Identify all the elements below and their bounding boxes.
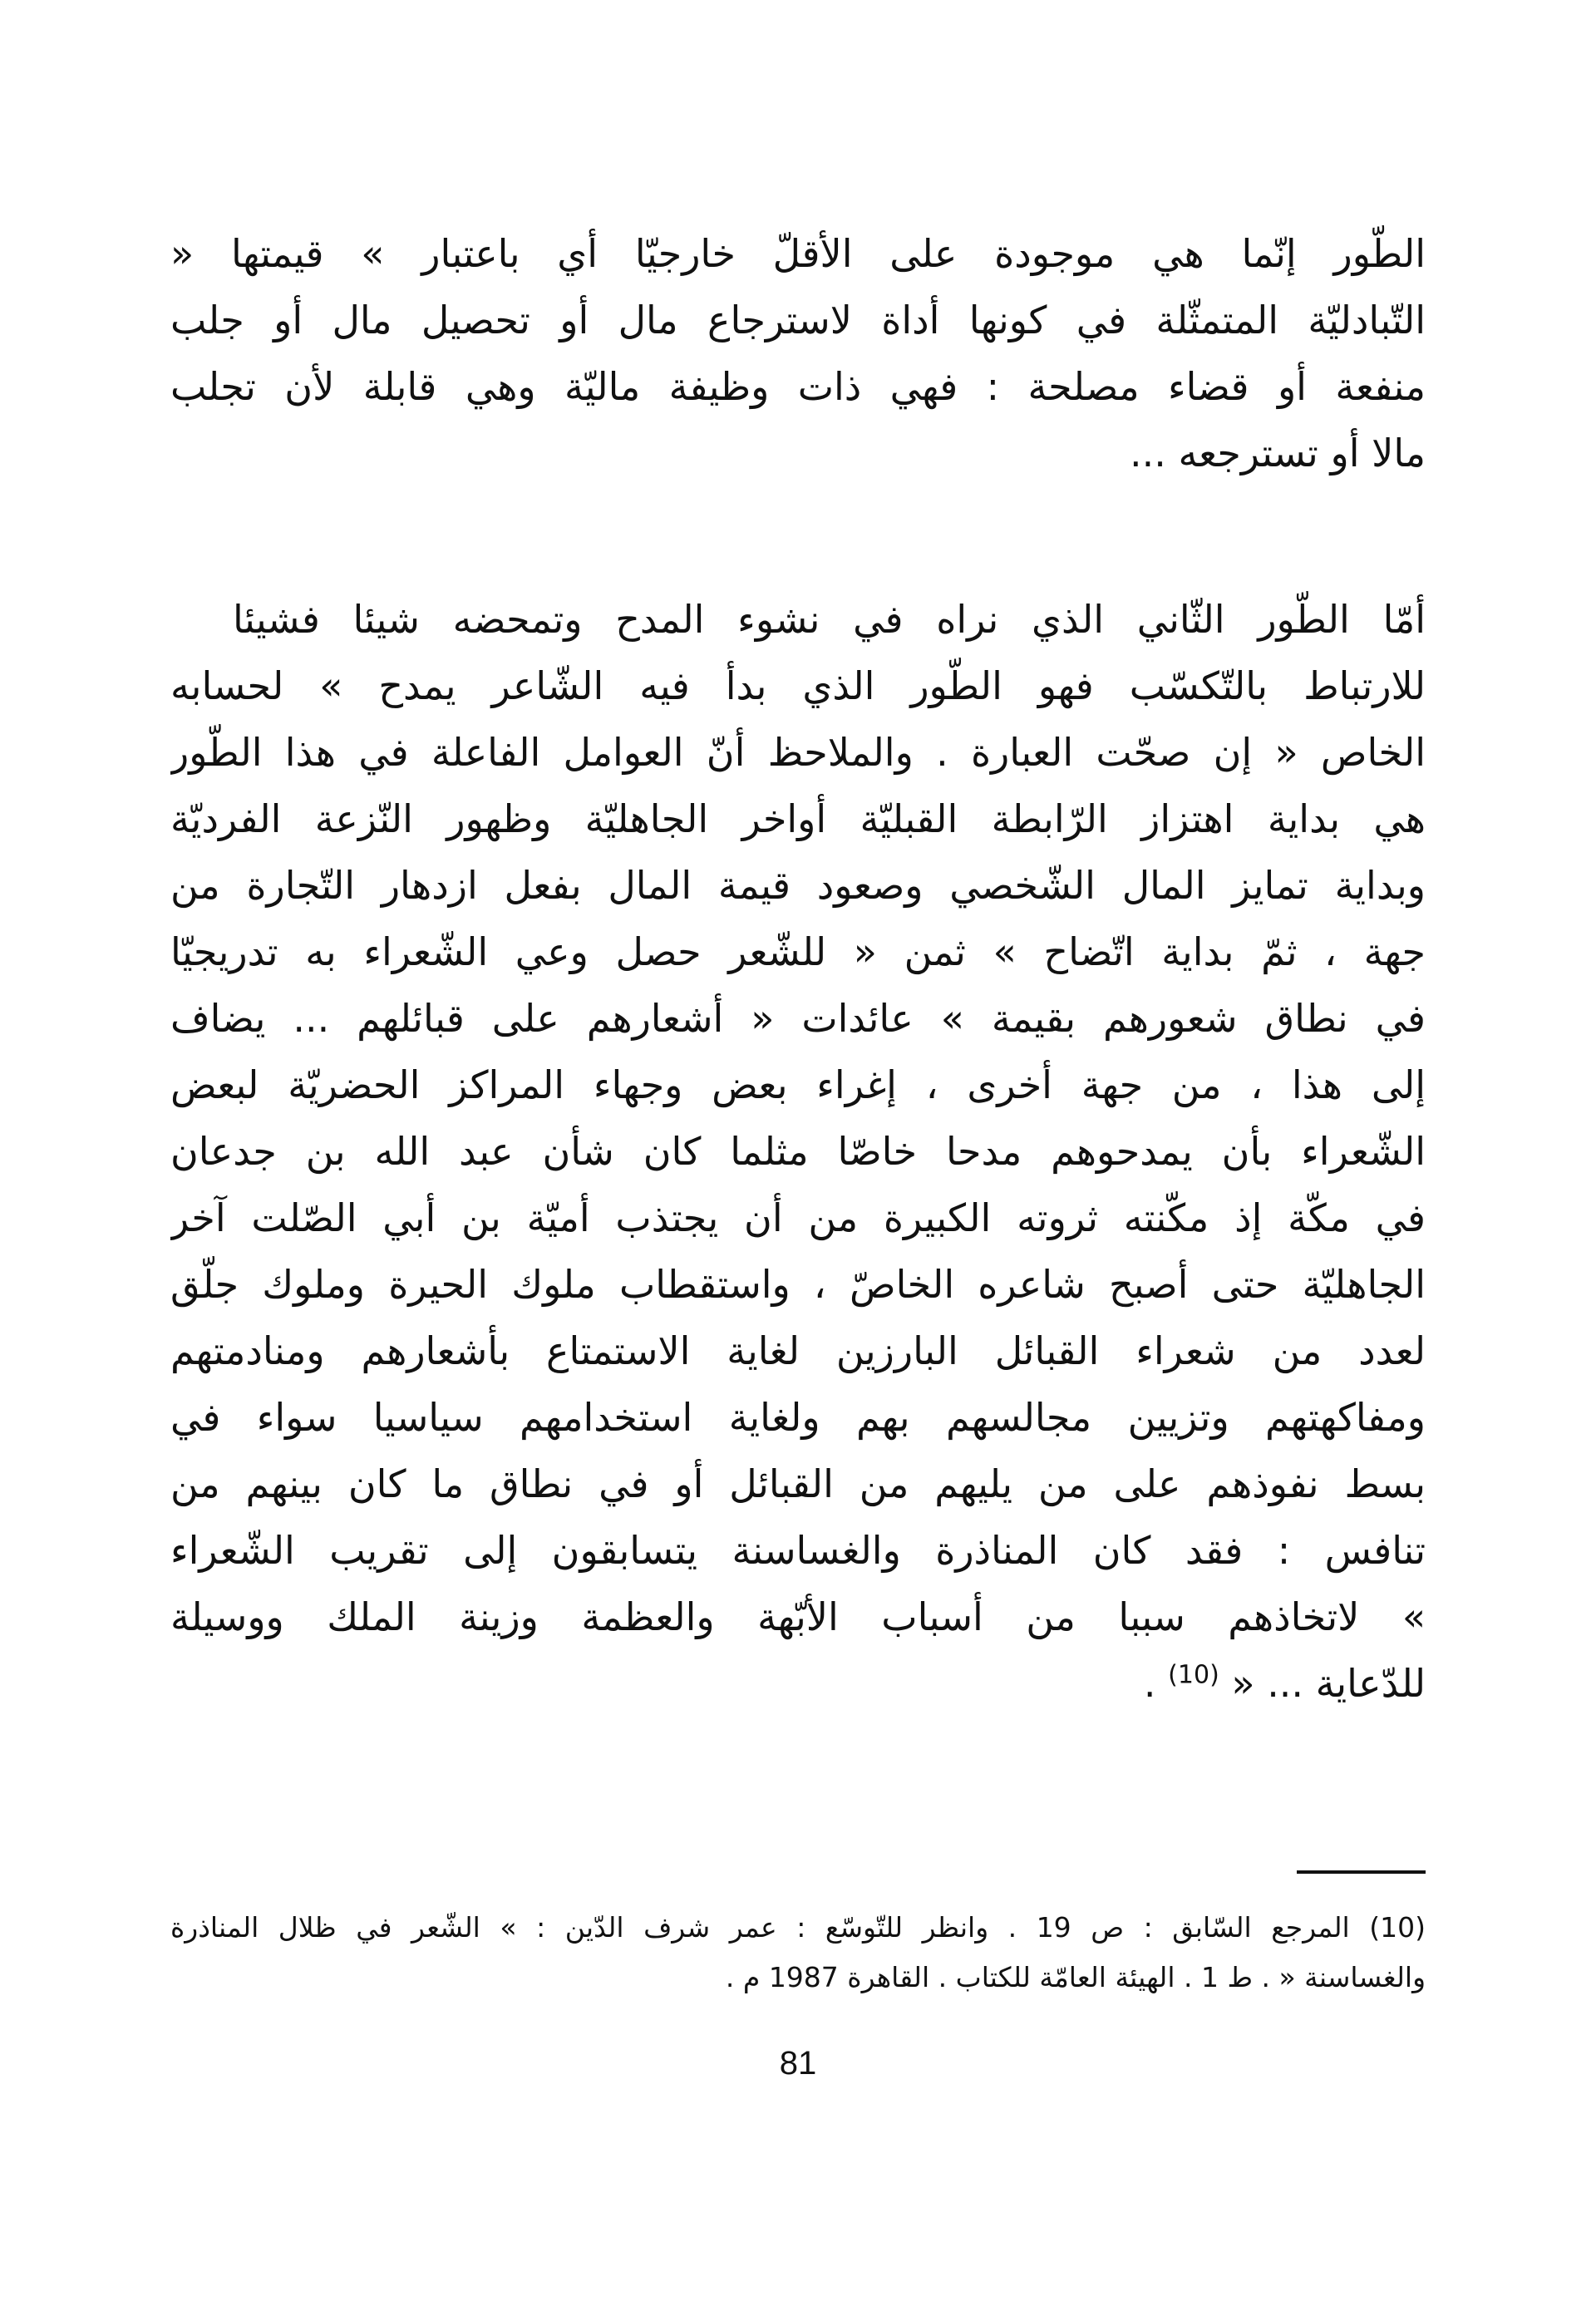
- text-line: الشّعراء بأن يمدحوهم مدحا خاصّا مثلما كان شأن عبد الله بن جدعان: [170, 1129, 1426, 1174]
- footnote-line: (10) المرجع السّابق : ص 19 . وانظر للتّوسّع : عمر شرف الدّين : » الشّعر في ظلال المناذرة: [170, 1911, 1426, 1944]
- page-number: 81: [779, 2045, 817, 2082]
- closing-period: .: [1143, 1661, 1156, 1706]
- text-line: إلى هذا ، من جهة أخرى ، إغراء بعض وجهاء المراكز الحضريّة لبعض: [170, 1062, 1426, 1107]
- footnote-reference[interactable]: (10): [1168, 1660, 1219, 1690]
- text-line: [170, 1650, 1426, 1717]
- text-line: جهة ، ثمّ بداية اتّضاح » ثمن « للشّعر حصل وعي الشّعراء به تدريجيّا: [170, 929, 1426, 974]
- text-line: الطّور إنّما هي موجودة على الأقلّ خارجيّا أي باعتبار » قيمتها «: [170, 231, 1426, 276]
- text-line: في مكّة إذ مكّنته ثروته الكبيرة من أن يجتذب أميّة بن أبي الصّلت آخر: [170, 1195, 1426, 1240]
- text-line: في نطاق شعورهم بقيمة » عائدات « أشعارهم على قبائلهم ... يضاف: [170, 996, 1426, 1041]
- text-line: مالا أو تسترجعه ...: [1129, 431, 1426, 475]
- footnote-separator: [1297, 1870, 1426, 1874]
- text-line: هي بداية اهتزاز الرّابطة القبليّة أواخر الجاهليّة وظهور النّزعة الفرديّة: [170, 796, 1426, 841]
- text-line: ومفاكهتهم وتزيين مجالسهم بهم ولغاية استخدامهم سياسيا سواء في: [170, 1395, 1426, 1440]
- text-line: تنافس : فقد كان المناذرة والغساسنة يتسابقون إلى تقريب الشّعراء: [170, 1528, 1426, 1573]
- closing-text: للدّعاية ... «: [1231, 1661, 1426, 1706]
- text-line: لعدد من شعراء القبائل البارزين لغاية الاستمتاع بأشعارهم ومنادمتهم: [170, 1328, 1426, 1373]
- text-line: التّبادليّة المتمثّلة في كونها أداة لاسترجاع مال أو تحصيل مال أو جلب: [170, 298, 1426, 342]
- text-line: وبداية تمايز المال الشّخصي وصعود قيمة المال بفعل ازدهار التّجارة من: [170, 863, 1426, 908]
- text-line: الخاص « إن صحّت العبارة . والملاحظ أنّ العوامل الفاعلة في هذا الطّور: [170, 730, 1426, 775]
- text-line: » لاتخاذهم سببا من أسباب الأبّهة والعظمة وزينة الملك ووسيلة: [170, 1594, 1426, 1639]
- text-line: منفعة أو قضاء مصلحة : فهي ذات وظيفة ماليّة وهي قابلة لأن تجلب: [170, 364, 1426, 409]
- text-line: للارتباط بالتّكسّب فهو الطّور الذي بدأ فيه الشّاعر يمدح » لحسابه: [170, 663, 1426, 708]
- text-line: أمّا الطّور الثّاني الذي نراه في نشوء المدح وتمحضه شيئا فشيئا: [233, 597, 1426, 642]
- text-line: الجاهليّة حتى أصبح شاعره الخاصّ ، واستقطاب ملوك الحيرة وملوك جلّق: [170, 1262, 1426, 1307]
- text-line: بسط نفوذهم على من يليهم من القبائل أو في نطاق ما كان بينهم من: [170, 1461, 1426, 1506]
- footnote-line: والغساسنة « . ط 1 . الهيئة العامّة للكتاب . القاهرة 1987 م .: [725, 1961, 1426, 1993]
